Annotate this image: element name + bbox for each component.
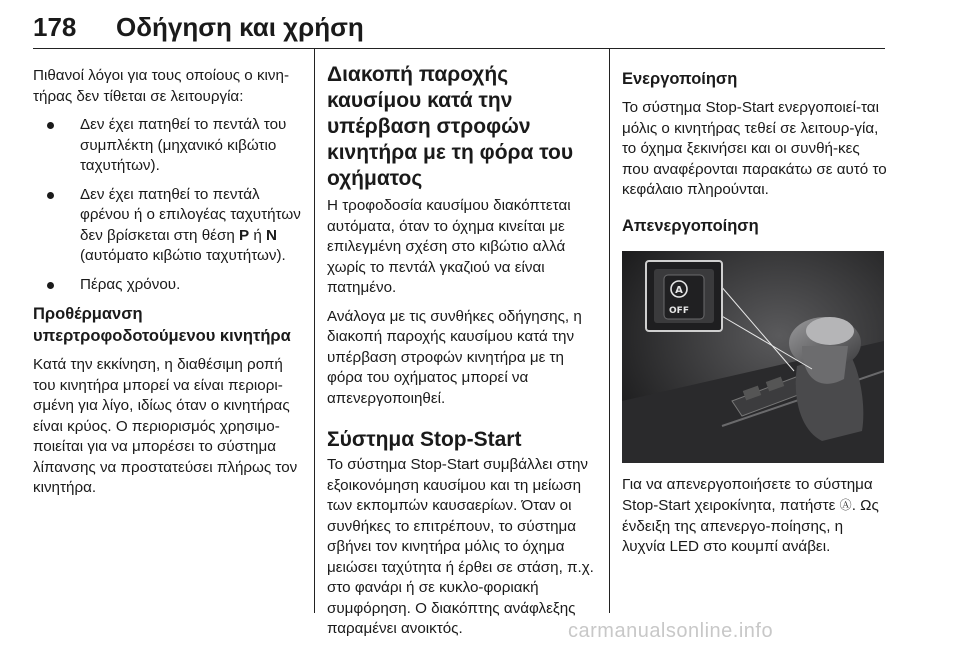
header-divider bbox=[33, 48, 885, 49]
page-number: 178 bbox=[33, 12, 77, 42]
column-divider-1 bbox=[314, 48, 315, 613]
section-title: Σύστημα Stop-Start bbox=[327, 428, 522, 451]
chapter-title: Οδήγηση και χρήση bbox=[116, 12, 364, 42]
body-text: Η τροφοδοσία καυσίμου διακόπτεται αυτόματα, όταν το όχημα κινείται με επιλεγμένη σχέση στο κιβώτιο αλλά χωρίς το πεντάλ γκαζιού να είναι πατημένο. bbox=[327, 197, 571, 296]
watermark: carmanualsonline.info bbox=[568, 620, 774, 642]
column-3 bbox=[622, 66, 890, 566]
body-text: Το σύστημα Stop-Start ενεργοποιεί-ται μόλις ο κινητήρας τεθεί σε λειτουρ-γία, το όχημα ξεκινήσει και οι συνθή-κες που αναφέρονται παρακάτω σε αυτό το κεφάλαιο πληρούνται. bbox=[622, 99, 887, 198]
off-label: OFF bbox=[669, 305, 689, 316]
bullet-icon bbox=[47, 282, 54, 289]
section-heading: Προθέρμανση υπερτροφοδοτούμενου κινητήρα bbox=[33, 305, 291, 345]
bullet-icon bbox=[47, 122, 54, 129]
stop-start-button-figure bbox=[622, 251, 884, 463]
column-1 bbox=[33, 66, 301, 507]
body-text: Το σύστημα Stop-Start συμβάλλει στην εξοικονόμηση καυσίμου και τη μείωση των εκπομπών καυσαερίων. Όταν οι συνθήκες το επιτρέπουν, το σύστημα σβήνει τον κινητήρα μόλις το όχημα μειώσει ταχύτητα ή έρθει σε στάση, π.χ. στο φανάρι ή σε κυκλο-φοριακή συμφόρηση. Ο διακόπτης ανάφλεξης παραμένει ανοικτός. bbox=[327, 456, 594, 637]
list-item: Δεν έχει πατηθεί το πεντάλ του συμπλέκτη (μηχανικό κιβώτιο ταχυτήτων). bbox=[33, 115, 301, 177]
list-item: Πέρας χρόνου. bbox=[33, 275, 301, 296]
gear-p-label: P bbox=[238, 226, 250, 244]
stop-start-icon: Ⓐ bbox=[839, 498, 852, 512]
body-text: Για να απενεργοποιήσετε το σύστημα Stop-Start χειροκίνητα, πατήστε Ⓐ. Ως ένδειξη της απενεργο-ποίησης, η λυχνία LED στο κουμπί ανάβει. bbox=[622, 475, 879, 555]
page-header bbox=[33, 6, 885, 50]
section-heading: Απενεργοποίηση bbox=[622, 216, 759, 235]
section-heading: Ενεργοποίηση bbox=[622, 70, 738, 88]
column-divider-2 bbox=[609, 48, 610, 613]
section-title: Διακοπή παροχής καυσίμου κατά την υπέρβαση στροφών κινητήρα με τη φόρα του οχήματος bbox=[327, 63, 574, 190]
intro-text: Πιθανοί λόγοι για τους οποίους ο κινη-τήρας δεν τίθεται σε λειτουργία: bbox=[33, 67, 290, 105]
gear-shifter-illustration bbox=[622, 251, 884, 463]
bullet-list bbox=[33, 115, 301, 295]
bullet-icon bbox=[47, 192, 54, 199]
gear-n-label: N bbox=[266, 226, 277, 244]
svg-text:A: A bbox=[675, 284, 683, 296]
list-item: Δεν έχει πατηθεί το πεντάλ φρένου ή ο επιλογέας ταχυτήτων δεν βρίσκεται στη θέση P ή N (αυτόματο κιβώτιο ταχυτήτων). bbox=[33, 185, 301, 267]
body-text: Κατά την εκκίνηση, η διαθέσιμη ροπή του κινητήρα μπορεί να είναι περιορι-σμένη για λίγο, ιδίως όταν ο κινητήρας είναι κρύος. Ο περιορισμός χρησιμο-ποιείται για να μπορέσει το σύστημα λίπανσης να προστατεύσει πλήρως τον κινητήρα. bbox=[33, 356, 298, 496]
body-text: Ανάλογα με τις συνθήκες οδήγησης, η διακοπή παροχής καυσίμου κατά την υπέρβαση στροφών κινητήρα με τη φόρα του οχήματος μπορεί να απενεργοποιηθεί. bbox=[327, 307, 582, 407]
column-2 bbox=[327, 63, 597, 648]
